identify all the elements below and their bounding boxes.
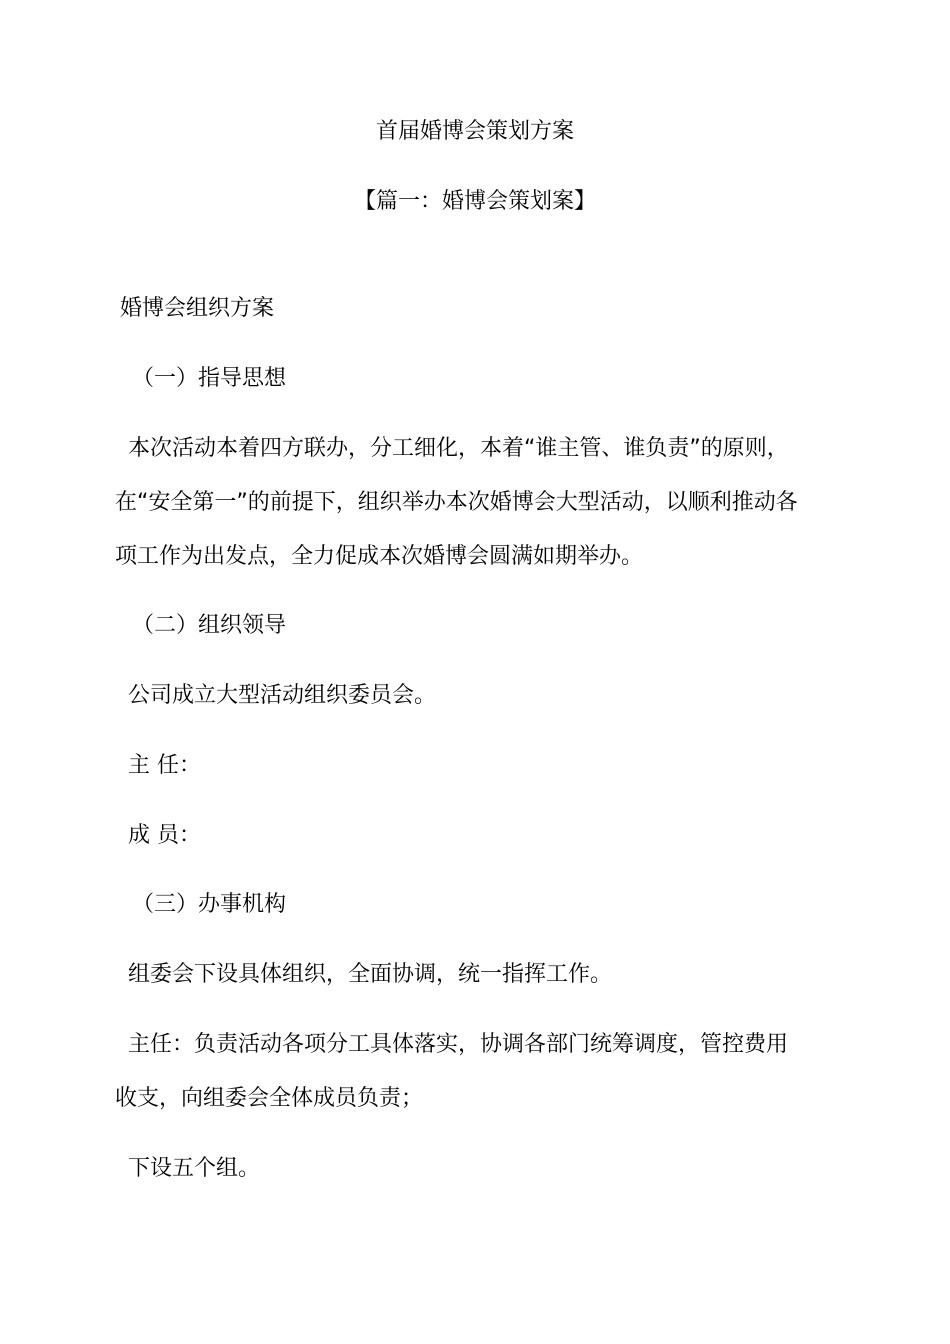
director-label: 主 任： [128,753,201,778]
section-2-heading: （二）组织领导 [132,613,287,638]
director-duty-line-1: 主任：负责活动各项分工具体落实，协调各部门统筹调度，管控费用 [128,1032,789,1057]
section-1-paragraph-line-1: 本次活动本着四方联办，分工细化，本着“谁主管、谁负责”的原则， [128,436,789,461]
member-label: 成 员： [128,823,201,848]
section-1-paragraph-line-3: 项工作为出发点，全力促成本次婚博会圆满如期举办。 [115,544,644,569]
document-subtitle: 【篇一：婚博会策划案】 [353,189,596,214]
groups-paragraph: 下设五个组。 [128,1156,261,1181]
director-duty-line-2: 收支，向组委会全体成员负责； [115,1086,424,1111]
section-3-paragraph: 组委会下设具体组织，全面协调，统一指挥工作。 [128,962,613,987]
section-1-paragraph-line-2: 在“安全第一”的前提下，组织举办本次婚博会大型活动，以顺利推动各 [115,490,798,515]
section-main-heading: 婚博会组织方案 [120,296,275,321]
document-title: 首届婚博会策划方案 [375,119,574,144]
section-2-paragraph: 公司成立大型活动组织委员会。 [128,683,437,708]
section-1-heading: （一）指导思想 [132,366,287,391]
section-3-heading: （三）办事机构 [132,892,287,917]
